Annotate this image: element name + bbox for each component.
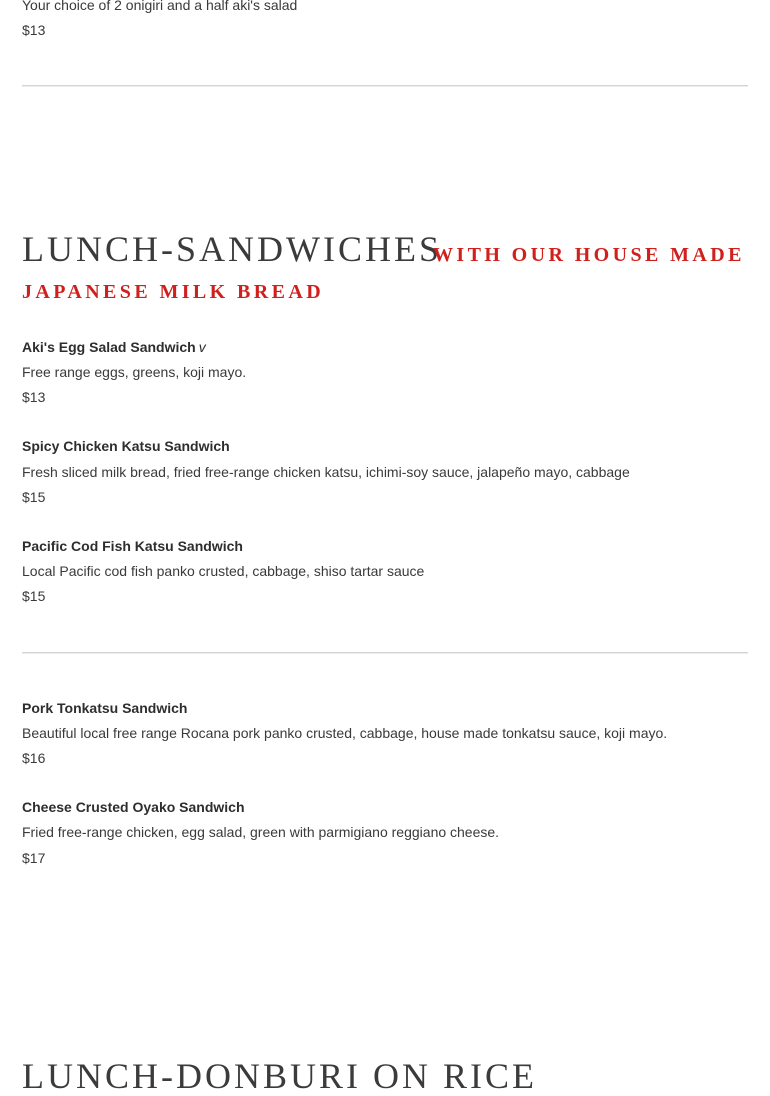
item-description: Free range eggs, greens, koji mayo. [22, 364, 247, 380]
item-price: $15 [22, 489, 46, 505]
item-price: $15 [22, 588, 46, 604]
section-subtitle: WITH OUR HOUSE MADE [433, 244, 745, 266]
item-description: Fried free-range chicken, egg salad, green with parmigiano reggiano cheese. [22, 824, 500, 840]
vegetarian-tag: v [198, 339, 206, 355]
item-price: $16 [22, 750, 46, 766]
menu-item-name: Cheese Crusted Oyako Sandwich [22, 799, 245, 815]
section-title: LUNCH-DONBURI ON RICE [22, 1056, 537, 1096]
menu-item-name: Pork Tonkatsu Sandwich [22, 700, 188, 716]
section-divider [22, 85, 748, 87]
menu-item-name [22, 338, 206, 356]
section-title: LUNCH-SANDWICHES [22, 229, 442, 269]
item-name-text: Aki's Egg Salad Sandwich [22, 339, 196, 355]
section-heading-donburi [22, 1057, 752, 1095]
item-description: Your choice of 2 onigiri and a half aki's salad [22, 0, 298, 13]
menu-item-name: Pacific Cod Fish Katsu Sandwich [22, 538, 243, 554]
section-divider [22, 652, 748, 654]
item-price: $17 [22, 850, 46, 866]
item-description: Fresh sliced milk bread, fried free-range chicken katsu, ichimi-soy sauce, jalapeño mayo, cabbage [22, 464, 630, 480]
item-price: $13 [22, 389, 46, 405]
item-description: Beautiful local free range Rocana pork panko crusted, cabbage, house made tonkatsu sauce, koji mayo. [22, 725, 668, 741]
section-subtitle: JAPANESE MILK BREAD [22, 281, 325, 303]
menu-item-name: Spicy Chicken Katsu Sandwich [22, 438, 230, 454]
item-description: Local Pacific cod fish panko crusted, cabbage, shiso tartar sauce [22, 563, 425, 579]
item-price: $13 [22, 22, 46, 38]
